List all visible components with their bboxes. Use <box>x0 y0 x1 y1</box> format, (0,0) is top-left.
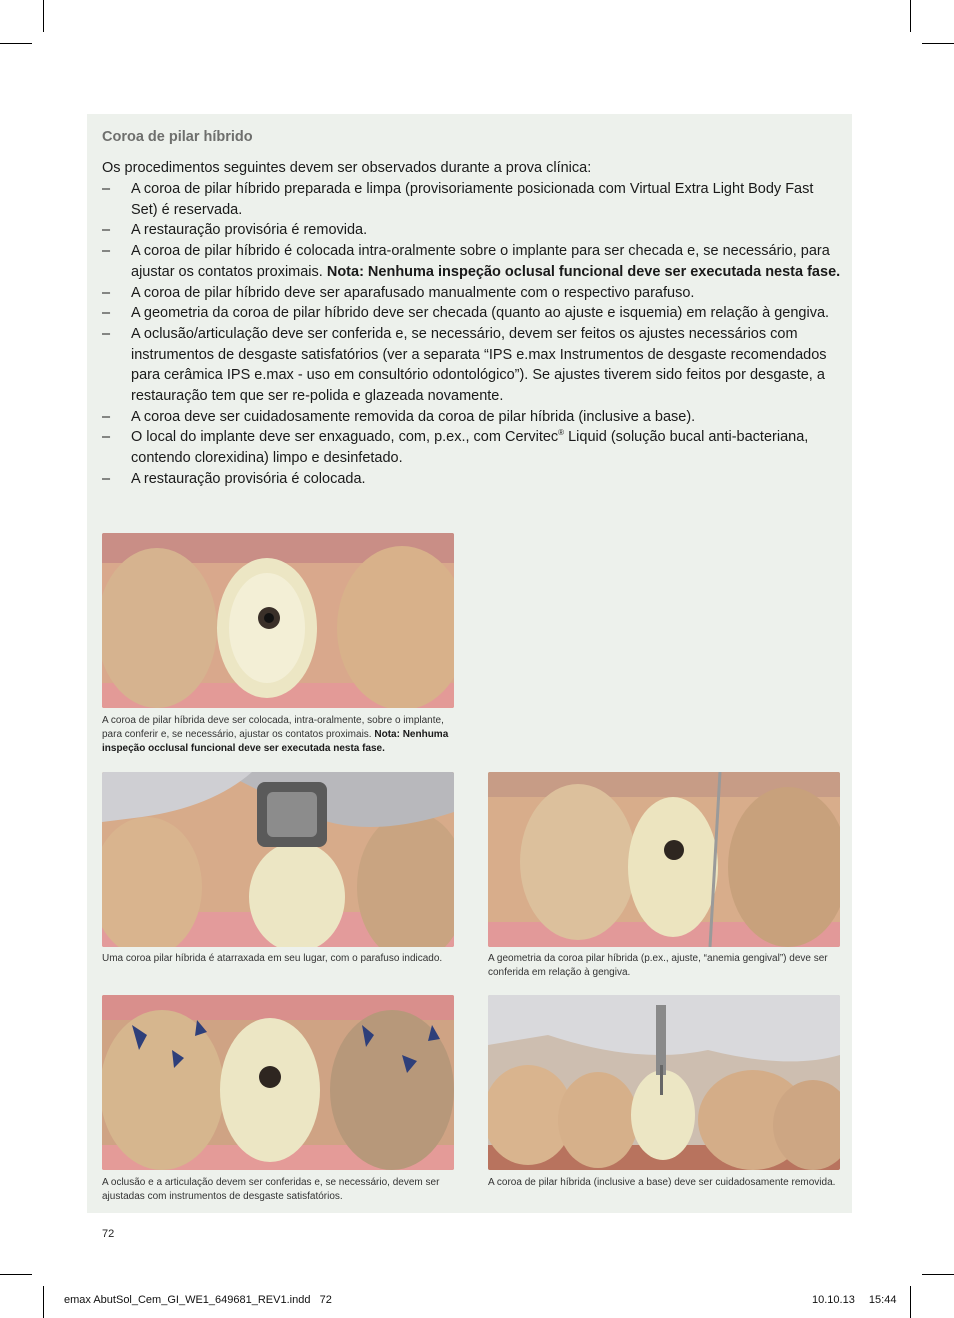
list-item <box>102 241 842 282</box>
crop-mark <box>43 1286 44 1318</box>
intro-text: Os procedimentos seguintes devem ser observados durante a prova clínica: <box>102 160 592 176</box>
list-item-text: A coroa de pilar híbrido deve ser aparafusado manualmente com o respectivo parafuso. <box>131 284 695 301</box>
list-item <box>102 324 842 407</box>
caption-text: A oclusão e a articulação devem ser conferidas e, se necessário, devem ser ajustadas com instrumentos de desgaste satisfatórios. <box>102 1177 440 1202</box>
photo-gingival-check <box>488 772 840 947</box>
dash-bullet: – <box>102 429 111 446</box>
crop-mark <box>922 1274 954 1275</box>
list-item-note: Nota: Nenhuma inspeção oclusal funcional deve ser executada nesta fase. <box>326 263 841 280</box>
list-item-text: A geometria da coroa de pilar híbrido deve ser checada (quanto ao ajuste e isquemia) em relação à gengiva. <box>131 305 830 322</box>
list-item <box>102 469 842 490</box>
crop-mark <box>0 1274 32 1275</box>
list-item-text: A oclusão/articulação deve ser conferida e, se necessário, devem ser feitos os ajustes necessários com instrumentos de desgaste satisfatórios (ver a separata “IPS e.max Instrumentos de desgaste recomendados para cerâmica IPS e.max - uso em consultório odontológico”). Se ajustes tiverem sido feitos por desgaste, a restauração tem que ser re-polida e glazeada novamente. <box>131 325 827 405</box>
dash-bullet: – <box>102 325 111 342</box>
list-item-text: A restauração provisória é removida. <box>131 222 368 239</box>
figure-caption <box>102 1176 458 1204</box>
list-item <box>102 220 842 241</box>
photo-crown-removal <box>488 995 840 1170</box>
crop-mark <box>910 1286 911 1318</box>
list-item-text: A coroa de pilar híbrido é colocada intra-oralmente sobre o implante para ser checada e, se necessário, para ajustar os contatos proximais. <box>131 243 830 280</box>
caption-text: A geometria da coroa pilar híbrida (p.ex., ajuste, “anemia gengival”) deve ser conferida em relação à gengiva. <box>488 953 828 978</box>
list-item-text: Liquid (solução bucal anti-bacteriana, contendo clorexidina) limpo e desinfetado. <box>131 429 809 467</box>
list-item <box>102 407 842 428</box>
caption-text: A coroa de pilar híbrida (inclusive a base) deve ser cuidadosamente removida. <box>488 1177 836 1188</box>
dash-bullet: – <box>102 470 111 487</box>
print-slug-file: emax AbutSol_Cem_GI_WE1_649681_REV1.indd 72 <box>64 1294 332 1306</box>
figure-caption <box>102 952 458 966</box>
list-item-text: O local do implante deve ser enxaguado, com, p.ex., com Cervitec <box>131 429 559 446</box>
photo-screw-tightening <box>102 772 454 947</box>
figure-caption <box>102 714 458 756</box>
list-item <box>102 283 842 304</box>
crop-mark <box>0 43 32 44</box>
crop-mark <box>910 0 911 32</box>
crop-mark <box>43 0 44 32</box>
caption-text: A coroa de pilar híbrida deve ser colocada, intra-oralmente, sobre o implante, para conferir e, se necessário, ajustar os contatos proximais. <box>102 715 444 740</box>
figure-caption <box>488 952 838 980</box>
dash-bullet: – <box>102 408 111 425</box>
dash-bullet: – <box>102 243 111 260</box>
dash-bullet: – <box>102 222 111 239</box>
dash-bullet: – <box>102 181 111 197</box>
list-item <box>102 179 842 220</box>
crop-mark <box>922 43 954 44</box>
dash-bullet: – <box>102 305 111 322</box>
dash-bullet: – <box>102 284 111 301</box>
registered-mark: ® <box>558 428 565 438</box>
list-item-text: A coroa deve ser cuidadosamente removida da coroa de pilar híbrida (inclusive a base). <box>131 408 696 425</box>
page-number: 72 <box>102 1228 115 1240</box>
list-item <box>102 303 842 324</box>
photo-occlusion-check <box>102 995 454 1170</box>
caption-note: Nota: Nenhuma inspeção occlusal funcional deve ser executada nesta fase. <box>102 729 449 754</box>
section-heading: Coroa de pilar híbrido <box>102 129 253 145</box>
caption-text: Uma coroa pilar híbrida é atarraxada em seu lugar, com o parafuso indicado. <box>102 953 443 964</box>
list-item <box>102 427 842 468</box>
list-item-text: A coroa de pilar híbrido preparada e limpa (provisoriamente posicionada com Virtual Extra Light Body Fast Set) é reservada. <box>131 181 814 218</box>
procedure-list <box>102 179 842 490</box>
photo-crown-try-in <box>102 533 454 708</box>
list-item-text: A restauração provisória é colocada. <box>131 470 366 487</box>
figure-caption <box>488 1176 838 1190</box>
print-slug-date: 10.10.13 15:44 <box>812 1294 897 1306</box>
